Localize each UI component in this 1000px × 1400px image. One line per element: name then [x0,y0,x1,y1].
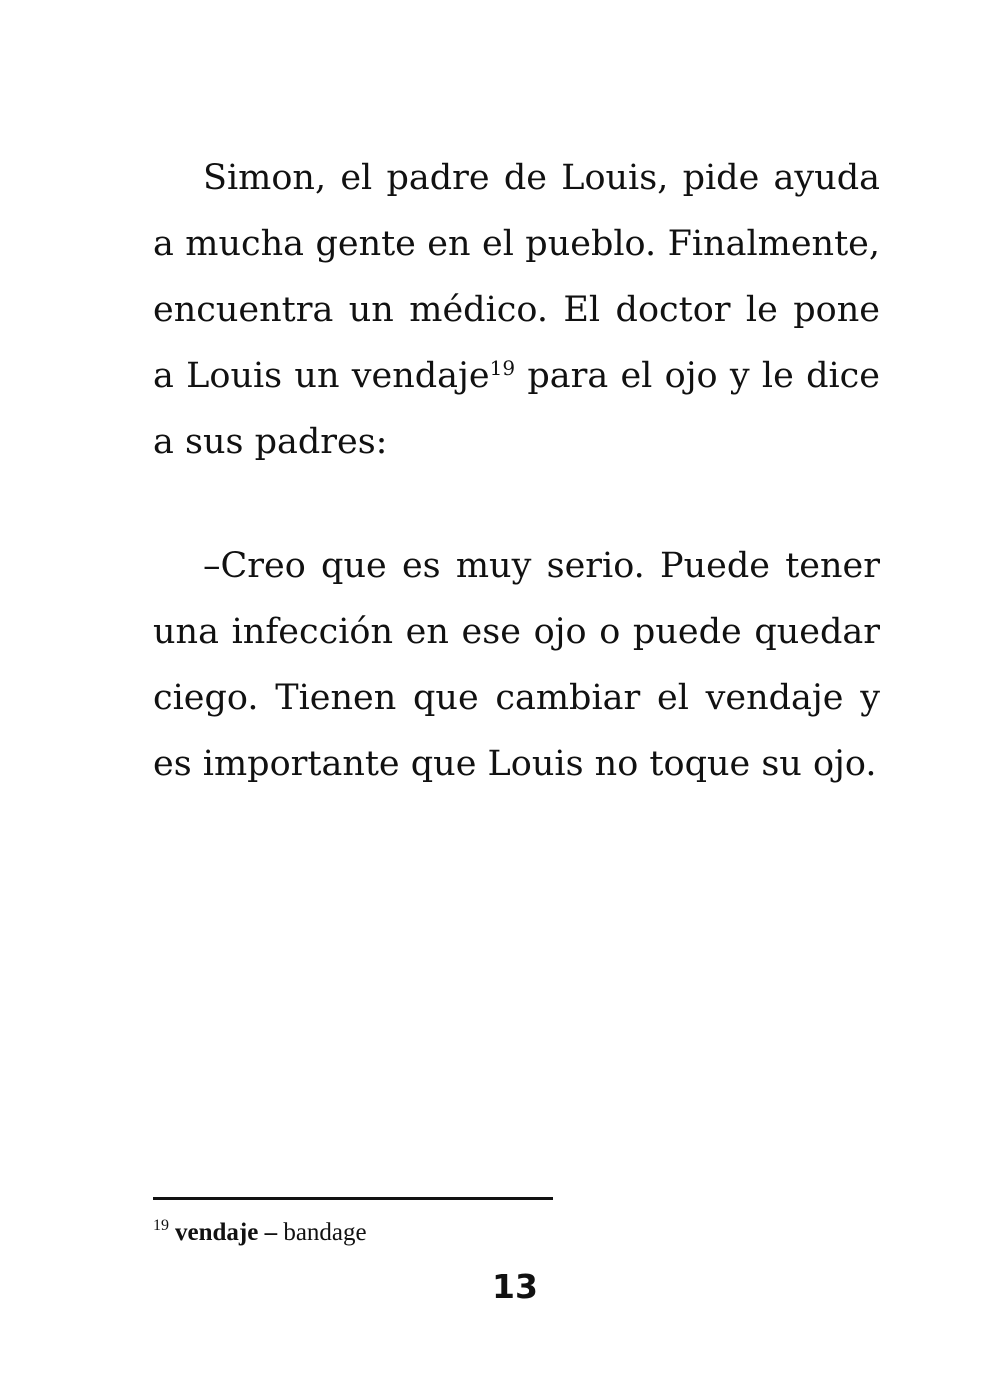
footnote [153,1217,367,1249]
paragraph-1-text-start: Simon, el padre de Louis, pide ayuda a mucha gente en el pueblo. Finalmente, encuentra un médico. El doctor le pone a Louis un vendaje [153,158,880,396]
footnote-term: vendaje – [175,1219,278,1246]
paragraph-1-text-end: para el ojo y le dice a sus padres: [153,356,880,462]
footnote-number: 19 [153,1217,169,1234]
paragraph-1 [153,145,880,475]
footnote-divider [153,1197,553,1200]
body-text [153,145,880,797]
paragraph-2: –Creo que es muy serio. Puede tener una infección en ese ojo o puede quedar ciego. Tienen que cambiar el vendaje y es importante que Louis no toque su ojo. [153,546,880,784]
footnote-definition: bandage [277,1219,367,1246]
footnote-reference[interactable]: 19 [489,356,516,380]
page-number: 13 [492,1267,538,1306]
